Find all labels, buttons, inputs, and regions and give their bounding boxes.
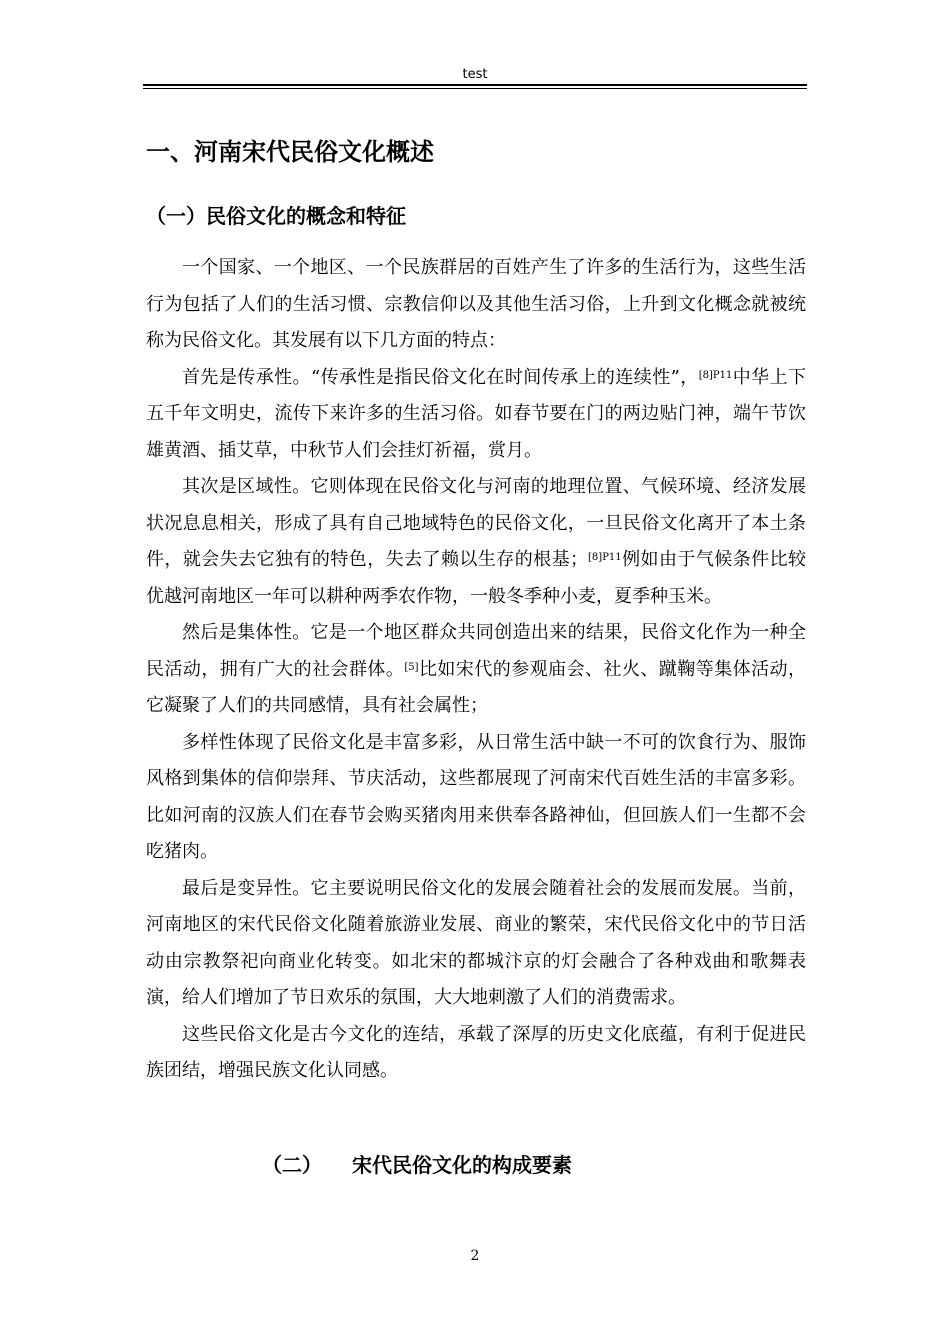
paragraph-2: 首先是传承性。“传承性是指民俗文化在时间传承上的连续性”，$^{[8]P11}$中华上下五千年文明史，流传下来许多的生活习俗。如春节要在门的两边贴门神，端午节饮雄黄酒、插艾草，中秋节人们会挂灯祈福，赏月。 [146,366,807,461]
paragraph-3: 其次是区域性。它则体现在民俗文化与河南的地理位置、气候环境、经济发展状况息息相关，形成了具有自己地域特色的民俗文化，一旦民俗文化离开了本土条件，就会失去它独有的特色，失去了赖以生存的根基；$^{[8]P11}$例如由于气候条件比较优越河南地区一年可以耕种两季农作物，一般冬季种小麦，夏季种玉米。 [146,476,807,607]
paragraph-7: 这些民俗文化是古今文化的连结，承载了深厚的历史文化底蕴，有利于促进民族团结，增强民族文化认同感。 [146,1023,806,1081]
citation: [8]P11 [588,552,622,563]
paragraph-5: 多样性体现了民俗文化是丰富多彩，从日常生活中缺一不可的饮食行为、服饰风格到集体的信仰崇拜、节庆活动，这些都展现了河南宋代百姓生活的丰富多彩。比如河南的汉族人们在春节会购买猪肉用来供奉各路神仙，但回族人们一生都不会吃猪肉。 [146,731,806,862]
chapter-heading: 一、河南宋代民俗文化概述 [146,138,434,166]
paragraph-1: 一个国家、一个地区、一个民族群居的百姓产生了许多的生活行为，这些生活行为包括了人们的生活习惯、宗教信仰以及其他生活习俗，上升到文化概念就被统称为民俗文化。其发展有以下几方面的特点： [146,257,806,351]
section-heading-2 [262,1151,572,1179]
citation: [8]P11 [698,369,733,381]
paragraph-4: 然后是集体性。它是一个地区群众共同创造出来的结果，民俗文化作为一种全民活动，拥有广大的社会群体。[5]比如宋代的参观庙会、社火、蹴鞠等集体活动，它凝聚了人们的共同感情，具有社会属性； [146,622,807,716]
section-title: 宋代民俗文化的构成要素 [352,1153,572,1177]
citation: [5] [404,661,419,673]
header-rule-thick [143,84,807,86]
body-text [146,250,806,1090]
section-number: （二） [262,1153,322,1177]
paragraph-6: 最后是变异性。它主要说明民俗文化的发展会随着社会的发展而发展。当前，河南地区的宋代民俗文化随着旅游业发展、商业的繁荣，宋代民俗文化中的节日活动由宗教祭祀向商业化转变。如北宋的都城汴京的灯会融合了各种戏曲和歌舞表演，给人们增加了节日欢乐的氛围，大大地刺激了人们的消费需求。 [146,877,806,1008]
page-header: test [462,67,488,82]
page-number: 2 [470,1248,480,1264]
section-heading-1: （一）民俗文化的概念和特征 [146,204,406,228]
header-rule-thin [143,88,807,89]
